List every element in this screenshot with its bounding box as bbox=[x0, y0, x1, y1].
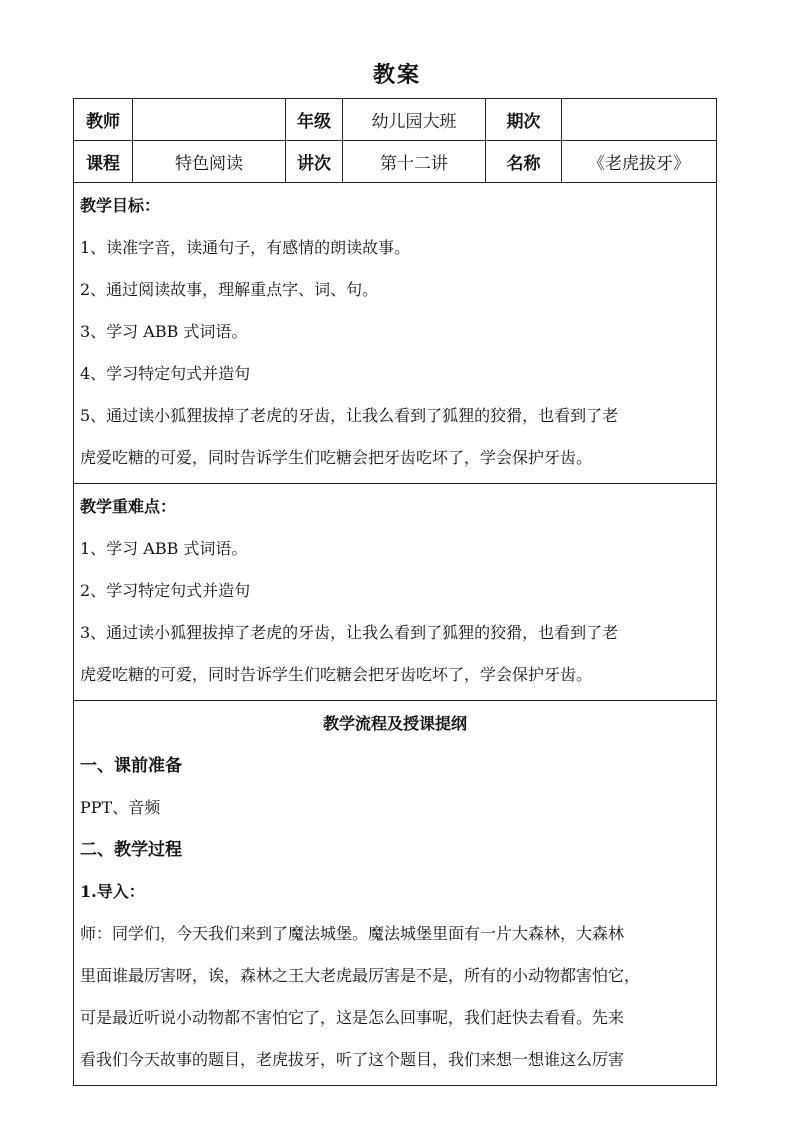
process-heading: 教学流程及授课提纲 bbox=[322, 714, 467, 733]
course-value: 特色阅读 bbox=[133, 141, 286, 183]
objective-item: 3、学习 ABB 式词语。 bbox=[80, 322, 248, 341]
objectives-row bbox=[74, 183, 717, 484]
lesson-plan-table bbox=[73, 98, 717, 1086]
session-value bbox=[562, 99, 717, 141]
step1-title: 1.导入： bbox=[80, 882, 145, 901]
name-value: 《老虎拔牙》 bbox=[562, 141, 717, 183]
session-label: 期次 bbox=[486, 99, 562, 141]
key-point-item: 虎爱吃糖的可爱，同时告诉学生们吃糖会把牙齿吃坏了，学会保护牙齿。 bbox=[80, 665, 593, 684]
objectives-section bbox=[74, 183, 717, 484]
process-row bbox=[74, 701, 717, 1086]
teacher-value bbox=[133, 99, 286, 141]
key-points-section bbox=[74, 484, 717, 701]
objective-item: 1、读准字音，读通句子，有感情的朗读故事。 bbox=[80, 238, 411, 257]
section1-text: PPT、音频 bbox=[80, 798, 161, 817]
name-label: 名称 bbox=[486, 141, 562, 183]
step1-line: 可是最近听说小动物都不害怕它了，这是怎么回事呢，我们赶快去看看。先来 bbox=[80, 1008, 625, 1027]
lecture-label: 讲次 bbox=[286, 141, 343, 183]
grade-label: 年级 bbox=[286, 99, 343, 141]
key-points-row bbox=[74, 484, 717, 701]
page-title: 教案 bbox=[372, 62, 421, 88]
header-row-2 bbox=[74, 141, 717, 183]
objectives-heading: 教学目标： bbox=[80, 196, 161, 215]
objective-item: 5、通过读小狐狸拔掉了老虎的牙齿，让我么看到了狐狸的狡猾，也看到了老 bbox=[80, 406, 619, 425]
lecture-value: 第十二讲 bbox=[343, 141, 486, 183]
section1-title: 一、课前准备 bbox=[80, 756, 182, 776]
key-point-item: 3、通过读小狐狸拔掉了老虎的牙齿，让我么看到了狐狸的狡猾，也看到了老 bbox=[80, 623, 619, 642]
grade-value: 幼儿园大班 bbox=[343, 99, 486, 141]
key-point-item: 1、学习 ABB 式词语。 bbox=[80, 539, 248, 558]
teacher-label: 教师 bbox=[74, 99, 133, 141]
objective-item: 2、通过阅读故事，理解重点字、词、句。 bbox=[80, 280, 379, 299]
key-points-heading: 教学重难点： bbox=[80, 497, 177, 516]
step1-line: 看我们今天故事的题目，老虎拔牙，听了这个题目，我们来想一想谁这么厉害 bbox=[80, 1050, 625, 1069]
process-section bbox=[74, 701, 717, 1086]
step1-line: 师：同学们，今天我们来到了魔法城堡。魔法城堡里面有一片大森林，大森林 bbox=[80, 924, 625, 943]
step1-line: 里面谁最厉害呀，诶，森林之王大老虎最厉害是不是，所有的小动物都害怕它， bbox=[80, 966, 641, 985]
header-row-1 bbox=[74, 99, 717, 141]
objective-item: 虎爱吃糖的可爱，同时告诉学生们吃糖会把牙齿吃坏了，学会保护牙齿。 bbox=[80, 448, 593, 467]
section2-title: 二、教学过程 bbox=[80, 840, 182, 860]
course-label: 课程 bbox=[74, 141, 133, 183]
key-point-item: 2、学习特定句式并造句 bbox=[80, 581, 251, 600]
objective-item: 4、学习特定句式并造句 bbox=[80, 364, 251, 383]
